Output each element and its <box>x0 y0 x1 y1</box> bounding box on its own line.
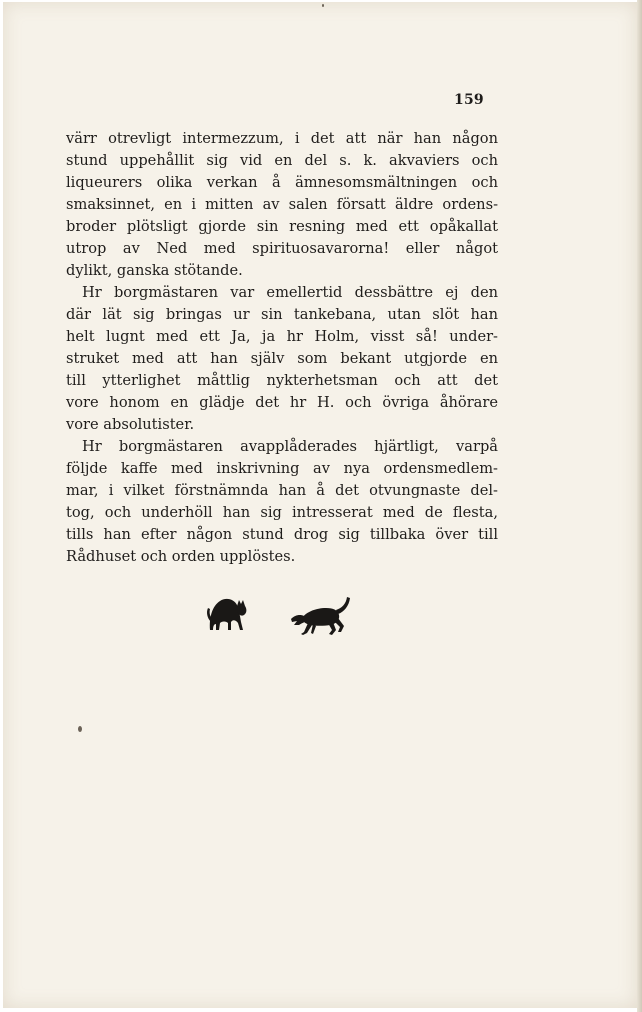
page-edge <box>637 0 642 1012</box>
body-text <box>66 128 498 568</box>
arched-cat-icon <box>204 592 252 636</box>
text-line: smaksinnet, en i mitten av salen försatt äldre ordens- <box>66 196 498 213</box>
text-line: Rådhuset och orden upplöstes. <box>66 548 296 565</box>
paper-speck <box>322 4 324 7</box>
text-line: Hr borgmästaren avapplåderades hjärtligt, varpå <box>82 438 498 455</box>
text-line: tills han efter någon stund drog sig tillbaka över till <box>66 526 498 543</box>
text-line: vore absolutister. <box>66 416 195 433</box>
text-line: liqueurers olika verkan å ämnesomsmältningen och <box>66 174 498 191</box>
page-number: 159 <box>454 92 484 108</box>
text-line: struket med att han själv som bekant utgjorde en <box>66 350 498 367</box>
running-dog-icon <box>288 592 354 638</box>
text-line: mar, i vilket förstnämnda han å det otvungnaste del- <box>66 482 498 499</box>
paper-speck <box>78 726 82 732</box>
text-line: värr otrevligt intermezzum, i det att när han någon <box>66 130 498 147</box>
text-line: helt lugnt med ett Ja, ja hr Holm, visst så! under- <box>66 328 498 345</box>
text-line: stund uppehållit sig vid en del s. k. akvaviers och <box>66 152 498 169</box>
text-line: till ytterlighet måttlig nykterhetsman och att det <box>66 372 498 389</box>
text-line: där lät sig bringas ur sin tankebana, utan slöt han <box>66 306 498 323</box>
text-line: vore honom en glädje det hr H. och övriga åhörare <box>66 394 498 411</box>
text-line: broder plötsligt gjorde sin resning med ett opåkallat <box>66 218 498 235</box>
text-line: följde kaffe med inskrivning av nya ordensmedlem- <box>66 460 498 477</box>
text-line: dylikt, ganska stötande. <box>66 262 243 279</box>
text-line: utrop av Ned med spirituosavarorna! eller något <box>66 240 498 257</box>
text-line: tog, och underhöll han sig intresserat med de flesta, <box>66 504 498 521</box>
text-line: Hr borgmästaren var emellertid dessbättre ej den <box>82 284 498 301</box>
